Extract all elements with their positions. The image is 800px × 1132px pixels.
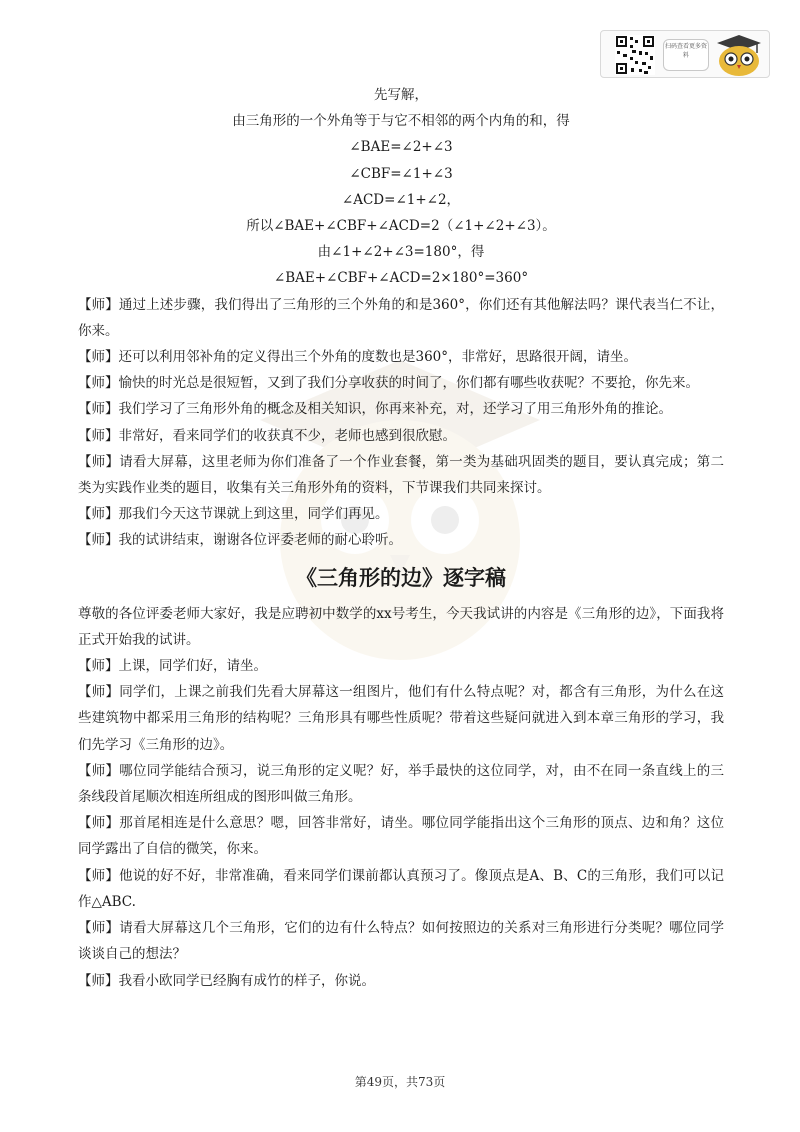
paragraph-text: 同学们，上课之前我们先看大屏幕这一组图片，他们有什么特点呢？对，都含有三角形，为什么在这些建筑物中都采用三角形的结构呢？三角形具有哪些性质呢？带着这些疑问就进入到本章三角形的学习，我们先学习《三角形的边》。 xyxy=(78,684,724,753)
speaker-tag: 【师】 xyxy=(78,815,120,832)
solution-line: 所以∠BAE+∠CBF+∠ACD=2（∠1+∠2+∠3）。 xyxy=(246,218,556,235)
paragraph-text: 还可以利用邻补角的定义得出三个外角的度数也是360°，非常好，思路很开阔，请坐。 xyxy=(118,349,638,366)
teacher-paragraph xyxy=(78,370,724,396)
teacher-paragraph xyxy=(78,344,724,370)
paragraph-text: 他说的好不好，非常准确，看来同学们课前都认真预习了。像顶点是A、B、C的三角形，我们可以记作△ABC. xyxy=(78,867,725,910)
teacher-paragraph xyxy=(78,396,724,422)
speaker-tag: 【师】 xyxy=(78,920,120,937)
speaker-tag: 【师】 xyxy=(78,762,120,779)
speaker-tag: 【师】 xyxy=(78,296,119,313)
speaker-tag: 【师】 xyxy=(78,349,119,366)
speaker-tag: 【师】 xyxy=(78,375,119,392)
speaker-tag: 【师】 xyxy=(78,427,119,444)
paragraph-text: 那我们今天这节课就上到这里，同学们再见。 xyxy=(118,506,389,523)
speaker-tag: 【师】 xyxy=(78,401,119,418)
speaker-tag: 【师】 xyxy=(78,532,119,549)
speaker-tag: 【师】 xyxy=(78,972,119,989)
teacher-paragraph xyxy=(78,810,724,862)
teacher-paragraph xyxy=(78,449,724,501)
speaker-tag: 【师】 xyxy=(78,658,119,675)
paragraph-text: 请看大屏幕这几个三角形，它们的边有什么特点？如何按照边的关系对三角形进行分类呢？哪位同学谈谈自己的想法？ xyxy=(78,920,724,963)
speaker-tag: 【师】 xyxy=(78,506,119,523)
intro-paragraph: 尊敬的各位评委老师大家好，我是应聘初中数学的xx号考生，今天我试讲的内容是《三角形的边》，下面我将正式开始我的试讲。 xyxy=(78,605,724,648)
page-number: 第49页，共73页 xyxy=(354,1075,446,1089)
solution-line: ∠BAE=∠2+∠3 xyxy=(349,139,453,156)
paragraph-text: 通过上述步骤，我们得出了三角形的三个外角的和是360°，你们还有其他解法吗？课代表当仁不让，你来。 xyxy=(78,296,724,339)
teacher-paragraph xyxy=(78,679,724,758)
paragraph-text: 愉快的时光总是很短暂，又到了我们分享收获的时间了，你们都有哪些收获呢？不要抢，你先来。 xyxy=(118,375,699,392)
dialogue-part-1 xyxy=(78,292,724,554)
teacher-paragraph xyxy=(78,501,724,527)
paragraph-text: 上课，同学们好，请坐。 xyxy=(118,658,267,675)
speaker-tag: 【师】 xyxy=(78,684,120,701)
qr-code-icon xyxy=(615,35,655,75)
solution-line: ∠BAE+∠CBF+∠ACD=2×180°=360° xyxy=(273,270,529,287)
solution-line: ∠ACD=∠1+∠2， xyxy=(341,191,461,208)
qr-badge xyxy=(600,30,770,78)
teacher-paragraph xyxy=(78,423,724,449)
teacher-paragraph xyxy=(78,292,724,344)
paragraph-text: 那首尾相连是什么意思？嗯，回答非常好，请坐。哪位同学能指出这个三角形的顶点、边和角？这位同学露出了自信的微笑，你来。 xyxy=(78,815,724,858)
teacher-paragraph xyxy=(78,758,724,810)
dialogue-part-2 xyxy=(78,653,724,994)
paragraph-text: 我看小欧同学已经胸有成竹的样子，你说。 xyxy=(118,972,375,989)
teacher-paragraph xyxy=(78,863,724,915)
speaker-tag: 【师】 xyxy=(78,867,120,884)
paragraph-text: 非常好，看来同学们的收获真不少，老师也感到很欣慰。 xyxy=(118,427,456,444)
solution-line: ∠CBF=∠1+∠3 xyxy=(349,165,453,182)
solution-line: 由三角形的一个外角等于与它不相邻的两个内角的和，得 xyxy=(232,113,570,130)
teacher-paragraph xyxy=(78,653,724,679)
paragraph-text: 我的试讲结束，谢谢各位评委老师的耐心聆听。 xyxy=(118,532,402,549)
paragraph-text: 请看大屏幕，这里老师为你们准备了一个作业套餐，第一类为基础巩固类的题目，要认真完成；第二类为实践作业类的题目，收集有关三角形外角的资料，下节课我们共同来探讨。 xyxy=(78,453,724,497)
paragraph-text: 哪位同学能结合预习，说三角形的定义呢？好，举手最快的这位同学，对，由不在同一条直线上的三条线段首尾顺次相连所组成的图形叫做三角形。 xyxy=(78,762,724,806)
teacher-paragraph xyxy=(78,527,724,553)
teacher-paragraph xyxy=(78,915,724,967)
badge-caption: 扫码查看更多资料 xyxy=(663,39,709,71)
teacher-paragraph xyxy=(78,968,724,994)
paragraph-text: 我们学习了三角形外角的概念及相关知识，你再来补充，对，还学习了用三角形外角的推论。 xyxy=(118,401,672,418)
document-body xyxy=(78,82,724,994)
solution-line: 由∠1+∠2+∠3=180°，得 xyxy=(317,244,485,261)
section-title: 《三角形的边》逐字稿 xyxy=(296,564,506,590)
owl-mascot-icon xyxy=(711,33,767,77)
solution-line: 先写解， xyxy=(374,87,428,103)
solution-block xyxy=(78,82,724,292)
speaker-tag: 【师】 xyxy=(78,453,120,470)
